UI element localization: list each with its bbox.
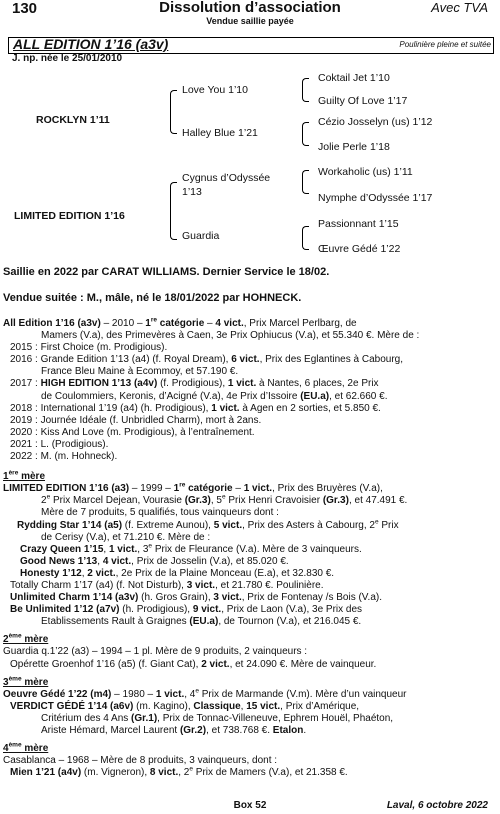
lot-birth: J. np. née le 25/01/2010 — [12, 53, 123, 64]
record-line: LIMITED EDITION 1’16 (a3) – 1999 – 1re catégorie – 1 vict., Prix des Bruyères (V.a), — [3, 481, 383, 495]
record-line: 2020 : Kiss And Love (m. Prodigious), à l’entraînement. — [10, 426, 255, 438]
record-line: 2e Prix Marcel Dejean, Vourasie (Gr.3), 5e Prix Henri Cravoisier (Gr.3), et 47.491 €. — [41, 493, 408, 507]
record-line: Mien 1’21 (a4v) (m. Vigneron), 8 vict., 2e Prix de Mamers (V.a), et 21.358 €. — [10, 765, 348, 779]
pedigree-gen3: Cézio Josselyn (us) 1’12 — [318, 116, 433, 128]
brace — [170, 90, 177, 134]
record-line: Honesty 1’12, 2 vict., 2e Prix de la Plaine Monceau (E.a), et 32.830 €. — [20, 567, 335, 579]
record-line: Crazy Queen 1’15, 1 vict., 3e Prix de Fleurance (V.a). Mère de 3 vainqueurs. — [20, 542, 362, 555]
lot-status: Poulinière pleine et suitée — [399, 40, 491, 49]
record-line: Opérette Groenhof 1’16 (a5) (f. Giant Cat), 2 vict., et 24.090 €. Mère de vainqueur. — [10, 658, 377, 670]
pedigree-sire-dam: Halley Blue 1’21 — [182, 127, 258, 139]
record-line: Totally Charm 1’17 (a4) (f. Not Disturb), 3 vict., et 21.780 €. Poulinière. — [10, 579, 324, 591]
pedigree-dam-dam: Guardia — [182, 230, 220, 242]
sale-date: Laval, 6 octobre 2022 — [386, 800, 488, 811]
record-line: 2019 : Journée Idéale (f. Unbridled Charm), mort à 2ans. — [10, 414, 262, 426]
record-line: All Edition 1’16 (a3v) – 2010 – 1re catégorie – 4 vict., Prix Marcel Perlbarg, de — [3, 316, 357, 329]
record-line: Oeuvre Gédé 1’22 (m4) – 1980 – 1 vict., 4e Prix de Marmande (V.m). Mère d’un vainqueur — [3, 687, 407, 700]
suitee-line: Vendue suitée : M., mâle, né le 18/01/2022 par HOHNECK. — [3, 292, 302, 304]
pedigree-dam-sire: Cygnus d’Odyssée — [182, 172, 271, 184]
pedigree-dam-sire-time: 1’13 — [182, 186, 202, 198]
page-title: Dissolution d’association — [159, 0, 341, 16]
record-line: Critérium des 4 Ans (Gr.1), Prix de Tonnac-Villeneuve, Ephrem Houël, Phaéton, — [41, 712, 394, 724]
pedigree-gen3: Guilty Of Love 1’17 — [318, 95, 408, 107]
lot-name: ALL EDITION 1’16 (a3v) — [13, 36, 169, 52]
section-heading: 2ème mère — [3, 633, 49, 646]
record-line: Etablissements Rault à Graignes (EU.a), de Tournon (V.a), et 216.045 €. — [41, 616, 362, 628]
pedigree-dam: LIMITED EDITION 1’16 — [14, 210, 125, 222]
section-heading: 3ème mère — [3, 675, 49, 688]
pedigree-sire-sire: Love You 1’10 — [182, 84, 248, 96]
pedigree-gen3: Jolie Perle 1’18 — [318, 141, 390, 153]
brace — [302, 170, 309, 194]
pedigree-gen3: Coktail Jet 1’10 — [318, 72, 390, 84]
record-line: Be Unlimited 1’12 (a7v) (h. Prodigious), 9 vict., Prix de Laon (V.a), 3e Prix des — [10, 604, 363, 616]
record-line: Mamers (V.a), des Primevères à Caen, 3e Prix Ophiucus (V.a), et 55.340 €. Mère de : — [41, 330, 420, 342]
pedigree-sire: ROCKLYN 1’11 — [36, 114, 110, 126]
record-line: de Cerisy (V.a), et 71.210 €. Mère de : — [41, 531, 211, 543]
record-line: VERDICT GÉDÉ 1’14 (a6v) (m. Kagino), Classique, 15 vict., Prix d’Amérique, — [10, 700, 360, 712]
brace — [302, 78, 309, 102]
record-line: Good News 1’13, 4 vict., Prix de Josselin (V.a), et 85.020 €. — [20, 555, 289, 567]
record-line: Casablanca – 1968 – Mère de 8 produits, 3 vainqueurs, dont : — [3, 755, 278, 767]
section-heading: 4ème mère — [3, 741, 49, 755]
record-line: Unlimited Charm 1’14 (a3v) (h. Gros Grain), 3 vict., Prix de Fontenay /s Bois (V.a). — [10, 592, 382, 604]
record-line: 2017 : HIGH EDITION 1’13 (a4v) (f. Prodigious), 1 vict. à Nantes, 6 places, 2e Prix — [10, 378, 379, 390]
pedigree-gen3: Passionnant 1’15 — [318, 218, 399, 230]
saillie-line: Saillie en 2022 par CARAT WILLIAMS. Dernier Service le 18/02. — [3, 266, 330, 278]
pedigree-gen3: Workaholic (us) 1’11 — [318, 166, 413, 178]
record-line: Ariste Hémard, Marcel Laurent (Gr.2), et 738.768 €. Etalon. — [41, 725, 307, 736]
tax-note: Avec TVA — [431, 0, 488, 15]
record-line: 2022 : M. (m. Hohneck). — [10, 451, 118, 463]
record-line: Mère de 7 produits, 5 qualifiés, tous vainqueurs dont : — [41, 507, 279, 519]
brace — [170, 182, 177, 240]
pedigree-gen3: Nymphe d’Odyssée 1’17 — [318, 192, 433, 204]
pedigree-gen3: Œuvre Gédé 1’22 — [318, 243, 401, 255]
page-subtitle: Vendue saillie payée — [206, 16, 294, 26]
lot-banner — [8, 37, 494, 54]
record-line: de Coulommiers, Keronis, d’Acigné (V.a), 4e Prix d’Issoire (EU.a), et 62.660 €. — [41, 390, 388, 402]
box-number: Box 52 — [233, 800, 267, 811]
brace — [302, 122, 309, 146]
record-line: Guardia q.1’22 (a3) – 1994 – 1 pl. Mère de 9 produits, 2 vainqueurs : — [3, 646, 308, 658]
section-heading: 1ère mère — [3, 469, 46, 483]
record-line: 2015 : First Choice (m. Prodigious). — [10, 342, 168, 354]
record-line: France Bleu Maine à Ecommoy, et 57.190 €. — [41, 366, 239, 378]
record-line: 2021 : L. (Prodigious). — [10, 438, 109, 450]
record-line: 2018 : International 1’19 (a4) (h. Prodigious), 1 vict. à Agen en 2 sorties, et 5.850 €. — [10, 402, 381, 414]
brace — [302, 226, 309, 250]
performance-record — [0, 318, 500, 779]
record-line: Rydding Star 1’14 (a5) (f. Extreme Aunou), 5 vict., Prix des Asters à Cabourg, 2e Prix — [17, 518, 399, 531]
page-number: 130 — [12, 0, 38, 17]
record-line: 2016 : Grande Edition 1’13 (a4) (f. Royal Dream), 6 vict., Prix des Eglantines à Cabourg, — [10, 354, 403, 366]
